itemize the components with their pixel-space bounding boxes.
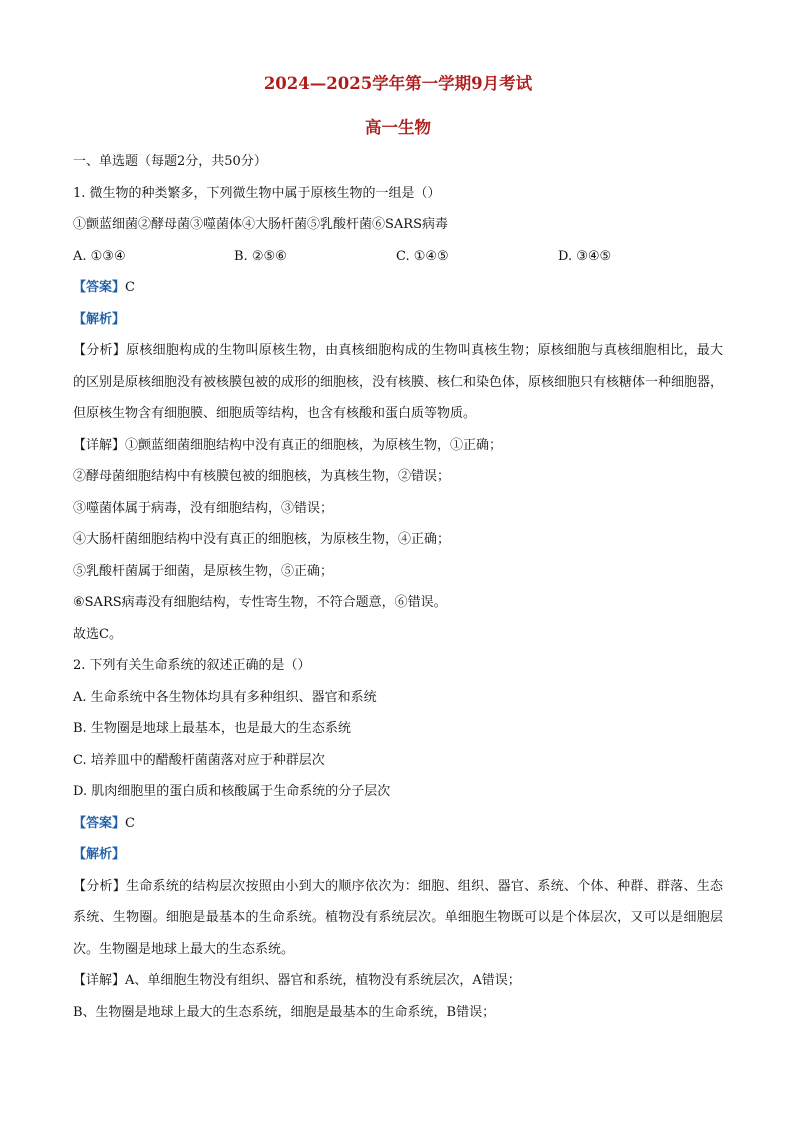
question-1-options: [73, 241, 723, 273]
question-2-stem: 2. 下列有关生命系统的叙述正确的是（）: [73, 658, 311, 673]
option-d: D. ③④⑤: [558, 248, 612, 264]
xiangjie-line: B、生物圈是地球上最大的生态系统，细胞是最基本的生命系统，B错误；: [73, 1004, 496, 1020]
question-1-answer: [73, 272, 723, 304]
exam-title: 2024—2025学年第一学期9月考试: [263, 74, 533, 93]
conclusion-line: 故选C。: [73, 626, 122, 642]
fenxi-tag: 【分析】: [73, 878, 127, 894]
option-d: D. 肌肉细胞里的蛋白质和核酸属于生命系统的分子层次: [73, 784, 391, 799]
xiangjie-tag: 【详解】: [73, 437, 126, 453]
question-section: [73, 146, 723, 1028]
question-2-answer: [73, 808, 723, 840]
option-c: C. ①④⑤: [396, 248, 449, 264]
option-b: B. 生物圈是地球上最基本，也是最大的生态系统: [73, 721, 351, 736]
fenxi-tag: 【分析】: [73, 343, 127, 358]
question-1-items: ①颤蓝细菌②酵母菌③噬菌体④大肠杆菌⑤乳酸杆菌⑥SARS病毒: [73, 217, 448, 232]
xiangjie-line: ⑥SARS病毒没有细胞结构，专性寄生物，不符合题意，⑥错误。: [73, 595, 447, 610]
exam-subject: 高一生物: [365, 118, 431, 137]
fenxi-text: 原核细胞构成的生物叫原核生物，由真核细胞构成的生物叫真核生物；原核细胞与真核细胞相比，最大的区别是原核细胞没有被核膜包被的成形的细胞核，没有核膜、核仁和染色体，原核细胞只有核糖体一种细胞器，但原核生物含有细胞膜、细胞质等结构，也含有核酸和蛋白质等物质。: [73, 343, 724, 421]
document-page: [73, 64, 723, 1028]
xiangjie-line: ⑤乳酸杆菌属于细菌，是原核生物，⑤正确；: [73, 563, 334, 579]
analysis-tag: 【解析】: [73, 847, 126, 862]
option-a: A. 生命系统中各生物体均具有多种组织、器官和系统: [73, 689, 377, 705]
option-a: A. ①③④: [73, 248, 126, 264]
answer-value: C: [125, 280, 135, 295]
question-1-fenxi: [73, 335, 723, 430]
question-2-fenxi: [73, 871, 723, 966]
xiangjie-line: A、单细胞生物没有组织、器官和系统，植物没有系统层次，A错误；: [125, 973, 521, 988]
xiangjie-line: ③噬菌体属于病毒，没有细胞结构，③错误；: [73, 500, 334, 516]
xiangjie-tag: 【详解】: [73, 973, 126, 988]
question-2-xiangjie-first: [73, 965, 723, 997]
question-2-analysis-heading: [73, 839, 723, 871]
analysis-tag: 【解析】: [73, 311, 126, 327]
answer-value: C: [125, 815, 135, 831]
question-1-stem: 1. 微生物的种类繁多，下列微生物中属于原核生物的一组是（）: [73, 185, 441, 201]
section-heading: 一、单选题（每题2分，共50分）: [73, 154, 267, 169]
option-b: B. ②⑤⑥: [234, 248, 287, 264]
answer-tag: 【答案】: [73, 815, 126, 831]
xiangjie-line: ④大肠杆菌细胞结构中没有真正的细胞核，为原核生物，④正确；: [73, 532, 451, 547]
question-1-analysis-heading: [73, 304, 723, 336]
xiangjie-line: ①颤蓝细菌细胞结构中没有真正的细胞核，为原核生物，①正确；: [125, 437, 503, 453]
answer-tag: 【答案】: [73, 280, 126, 295]
fenxi-text: 生命系统的结构层次按照由小到大的顺序依次为：细胞、组织、器官、系统、个体、种群、群落、生态系统、生物圈。细胞是最基本的生命系统。植物没有系统层次。单细胞生物既可以是个体层次，又可以是细胞层次。生物圈是地球上最大的生态系统。: [73, 878, 723, 957]
option-c: C. 培养皿中的醋酸杆菌菌落对应于种群层次: [73, 752, 325, 768]
xiangjie-line: ②酵母菌细胞结构中有核膜包被的细胞核，为真核生物，②错误；: [73, 469, 451, 484]
question-1-xiangjie-first: [73, 430, 723, 462]
